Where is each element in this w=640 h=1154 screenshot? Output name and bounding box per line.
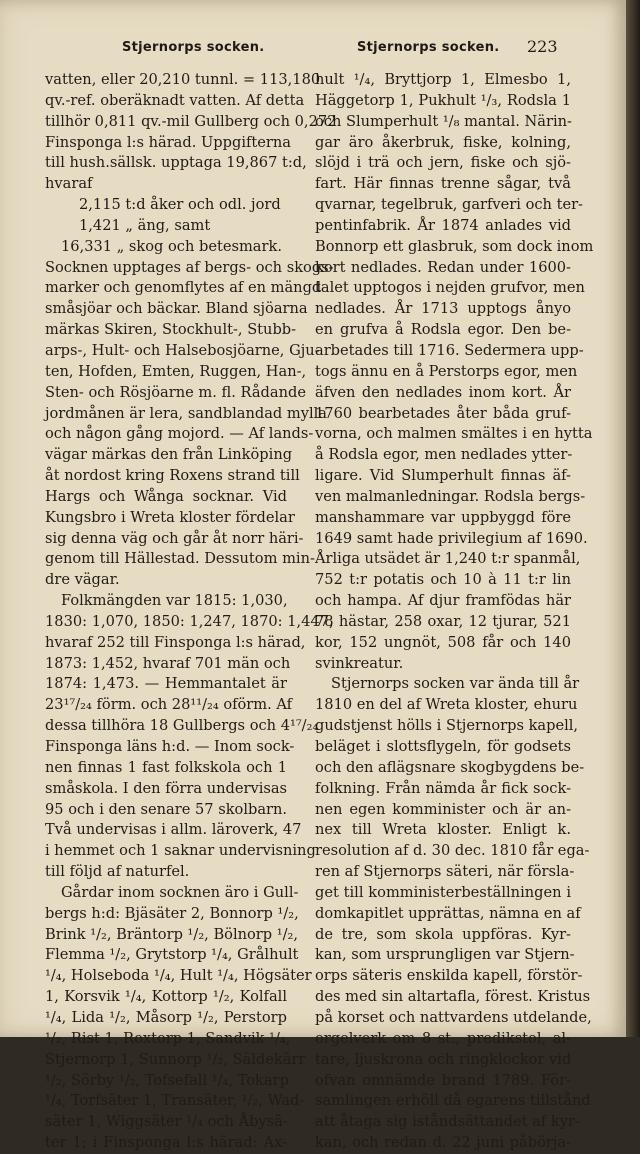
text-line: ter 1; i Finsponga l:s härad: Ax- — [45, 1134, 287, 1152]
text-line: talet upptogos i nejden grufvor, men — [315, 279, 585, 297]
text-line: 78 hästar, 258 oxar, 12 tjurar, 521 — [315, 612, 571, 630]
text-line: ¹/₄, Torfsäter 1, Transäter, ¹/₂, Wad- — [45, 1092, 305, 1110]
text-line: gudstjenst hölls i Stjernorps kapell, — [315, 717, 579, 735]
text-line: nedlades. År 1713 upptogs ånyo — [315, 300, 571, 318]
text-line: ren af Stjernorps säteri, när försla- — [315, 863, 575, 881]
text-line: Två undervisas i allm. läroverk, 47 — [45, 821, 302, 839]
text-line: Gårdar inom socknen äro i Gull- — [61, 883, 299, 901]
text-line: 1, Korsvik ¹/₄, Kottorp ¹/₂, Kolfall — [45, 988, 287, 1006]
text-line: vägar märkas den från Linköping — [45, 446, 293, 464]
text-line: 1810 en del af Wreta kloster, ehuru — [315, 696, 578, 714]
text-line: ¹/₂, Rist 1, Roxtorp 1, Sandvik ¹/₄, — [45, 1029, 291, 1047]
text-line: jordmånen är lera, sandblandad mylla — [45, 404, 327, 422]
text-line: Stjernorp 1, Sunnorp ¹/₂, Säldekärr — [45, 1050, 306, 1068]
text-line: en grufva å Rodsla egor. Den be- — [315, 321, 571, 339]
text-line: 1873: 1,452, hvaraf 701 män och — [45, 654, 291, 672]
text-line: på korset och nattvardens utdelande, — [315, 1008, 592, 1026]
text-line: ligare. Vid Slumperhult finnas äf- — [315, 467, 571, 485]
page-number: 223 — [527, 37, 558, 56]
text-line: ¹/₄, Lida ¹/₂, Måsorp ¹/₂, Perstorp — [45, 1008, 287, 1026]
text-line: 1874: 1,473. — Hemmantalet är — [45, 675, 287, 693]
text-line: genom till Hällestad. Dessutom min- — [45, 550, 315, 568]
text-line: hult ¹/₄, Bryttjorp 1, Elmesbo 1, — [315, 71, 571, 88]
text-line: des med sin altartafla, förest. Kristus — [315, 988, 591, 1006]
text-line: ofvan omnämde brand 1789. För- — [315, 1071, 571, 1089]
text-line: slöjd i trä och jern, fiske och sjö- — [315, 154, 571, 172]
text-line: Brink ¹/₂, Bräntorp ¹/₂, Bölnorp ¹/₂, — [45, 925, 299, 943]
text-line: kan, som ursprungligen var Stjern- — [315, 946, 575, 964]
text-line: Årliga utsädet är 1,240 t:r spanmål, — [315, 550, 581, 568]
text-line: 95 och i den senare 57 skolbarn. — [45, 800, 288, 818]
text-line: hvaraf 252 till Finsponga l:s härad, — [45, 633, 306, 651]
text-line: Sten- och Rösjöarne m. fl. Rådande — [45, 383, 306, 401]
text-line: orgelverk om 8 st., predikstol, al- — [315, 1029, 571, 1047]
text-line: 1649 samt hade privilegium af 1690. — [315, 529, 588, 547]
text-line: resolution af d. 30 dec. 1810 får ega- — [315, 842, 590, 860]
text-line: qv.-ref. oberäknadt vatten. Af detta — [45, 91, 305, 109]
text-line: togs ännu en å Perstorps egor, men — [315, 362, 578, 380]
text-line: Bonnorp ett glasbruk, som dock inom — [315, 237, 594, 255]
left-text-column — [45, 70, 337, 1154]
text-line: de tre, som skola uppföras. Kyr- — [315, 925, 571, 943]
text-line: 1,421 „ äng, samt — [79, 216, 211, 234]
text-line: tare, ljuskrona och ringklockor vid — [315, 1050, 572, 1068]
text-line: samlingen erhöll då egarens tillstånd — [315, 1092, 591, 1110]
text-line: och den aflägsnare skogbygdens be- — [315, 758, 585, 776]
text-line: arbetades till 1716. Sedermera upp- — [315, 341, 584, 359]
text-line: och hampa. Af djur framfödas här — [315, 592, 571, 610]
text-line: manshammare var uppbyggd före — [315, 508, 571, 526]
text-line: arps-, Hult- och Halsebosjöarne, Gju- — [45, 341, 320, 359]
text-line: domkapitlet upprättas, nämna en af — [315, 904, 581, 922]
text-line: pentinfabrik. År 1874 anlades vid — [315, 216, 571, 234]
text-line: ¹/₄, Holseboda ¹/₄, Hult ¹/₄, Högsäter — [45, 967, 312, 985]
text-line: ten, Hofden, Emten, Ruggen, Han-, — [45, 362, 307, 380]
running-head-left: Stjernorps socken. — [122, 40, 265, 55]
text-line: å Rodsla egor, men nedlades ytter- — [315, 446, 573, 464]
text-line: Folkmängden var 1815: 1,030, — [61, 592, 288, 610]
text-line: till följd af naturfel. — [45, 863, 190, 881]
text-line: Kungsbro i Wreta kloster fördelar — [45, 508, 295, 526]
book-spine-edge — [626, 0, 640, 1037]
text-line: get till komministerbeställningen i — [315, 883, 571, 901]
text-line: i hemmet och 1 saknar undervisning — [45, 842, 316, 860]
text-line: fart. Här finnas trenne sågar, två — [315, 175, 571, 193]
text-line: hvaraf — [45, 175, 93, 193]
text-line: säter 1, Wiggsäter ¹/₄ och Åbysä- — [45, 1113, 288, 1131]
text-line: 16,331 „ skog och betesmark. — [61, 237, 282, 255]
text-line: ven malmanledningar. Rodsla bergs- — [315, 487, 586, 505]
text-line: 1760 bearbetades åter båda gruf- — [315, 404, 571, 422]
text-line: småsjöar och bäckar. Bland sjöarna — [45, 300, 308, 318]
text-line: Stjernorps socken var ända till år — [331, 675, 580, 693]
text-line: kort nedlades. Redan under 1600- — [315, 258, 571, 276]
text-line: småskola. I den förra undervisas — [45, 779, 288, 797]
right-text-column — [315, 70, 594, 1154]
text-line: märkas Skiren, Stockhult-, Stubb- — [45, 321, 297, 339]
text-line: vatten, eller 20,210 tunnl. = 113,180 — [45, 71, 321, 88]
running-head-right: Stjernorps socken. — [357, 40, 500, 55]
text-line: till hush.sällsk. upptaga 19,867 t:d, — [45, 154, 307, 172]
text-line: åt nordost kring Roxens strand till — [45, 467, 300, 485]
text-line: kor, 152 ungnöt, 508 får och 140 — [315, 633, 571, 651]
text-line: orps säteris enskilda kapell, förstör- — [315, 967, 583, 985]
text-line: Flemma ¹/₂, Grytstorp ¹/₄, Grålhult — [45, 946, 299, 964]
text-line: 23¹⁷/₂₄ förm. och 28¹¹/₂₄ oförm. Af — [45, 696, 293, 714]
text-line: bergs h:d: Bjäsäter 2, Bonnorp ¹/₂, — [45, 904, 299, 922]
text-line: qvarnar, tegelbruk, garfveri och ter- — [315, 196, 583, 214]
text-line: Hargs och Wånga socknar. Vid — [45, 487, 287, 505]
text-line: nen finnas 1 fast folkskola och 1 — [45, 758, 287, 776]
text-line: svinkreatur. — [315, 654, 404, 672]
text-line: tillhör 0,811 qv.-mil Gullberg och 0,272 — [45, 112, 337, 130]
text-line: beläget i slottsflygeln, för godsets — [315, 738, 571, 755]
text-line: och Slumperhult ¹/₈ mantal. Närin- — [315, 112, 572, 130]
text-line: gar äro åkerbruk, fiske, kolning, — [315, 133, 571, 151]
text-line: och någon gång mojord. — Af lands- — [45, 425, 314, 443]
text-line: dessa tillhöra 18 Gullbergs och 4¹⁷/₂₄ — [45, 717, 319, 735]
text-line: marker och genomflytes af en mängd — [45, 279, 322, 297]
text-line: att åtaga sig iståndsättandet af kyr- — [315, 1113, 580, 1131]
text-line: ¹/₂, Sörby ¹/₂, Tofsefall ¹/₄, Tokarp — [45, 1071, 289, 1089]
text-line: vorna, och malmen smältes i en hytta — [315, 425, 593, 443]
text-line: 2,115 t:d åker och odl. jord — [79, 196, 281, 214]
text-line: kan, och redan d. 22 juni påbörja- — [315, 1134, 571, 1152]
text-line: 1830: 1,070, 1850: 1,247, 1870: 1,447, — [45, 612, 334, 630]
text-line: sig denna väg och går åt norr häri- — [45, 529, 304, 547]
text-line: 752 t:r potatis och 10 à 11 t:r lin — [315, 571, 571, 589]
text-line: Finsponga l:s härad. Uppgifterna — [45, 133, 291, 151]
running-header — [0, 37, 626, 62]
text-line: dre vägar. — [45, 571, 120, 589]
text-line: nen egen komminister och är an- — [315, 800, 571, 818]
text-line: Socknen upptages af bergs- och skogs- — [45, 258, 334, 276]
text-line: Häggetorp 1, Pukhult ¹/₃, Rodsla 1 — [315, 91, 571, 109]
text-line: nex till Wreta kloster. Enligt k. — [315, 821, 571, 839]
text-line: äfven den nedlades inom kort. År — [315, 383, 571, 401]
text-line: Finsponga läns h:d. — Inom sock- — [45, 738, 295, 755]
text-line: folkning. Från nämda år fick sock- — [315, 779, 571, 797]
